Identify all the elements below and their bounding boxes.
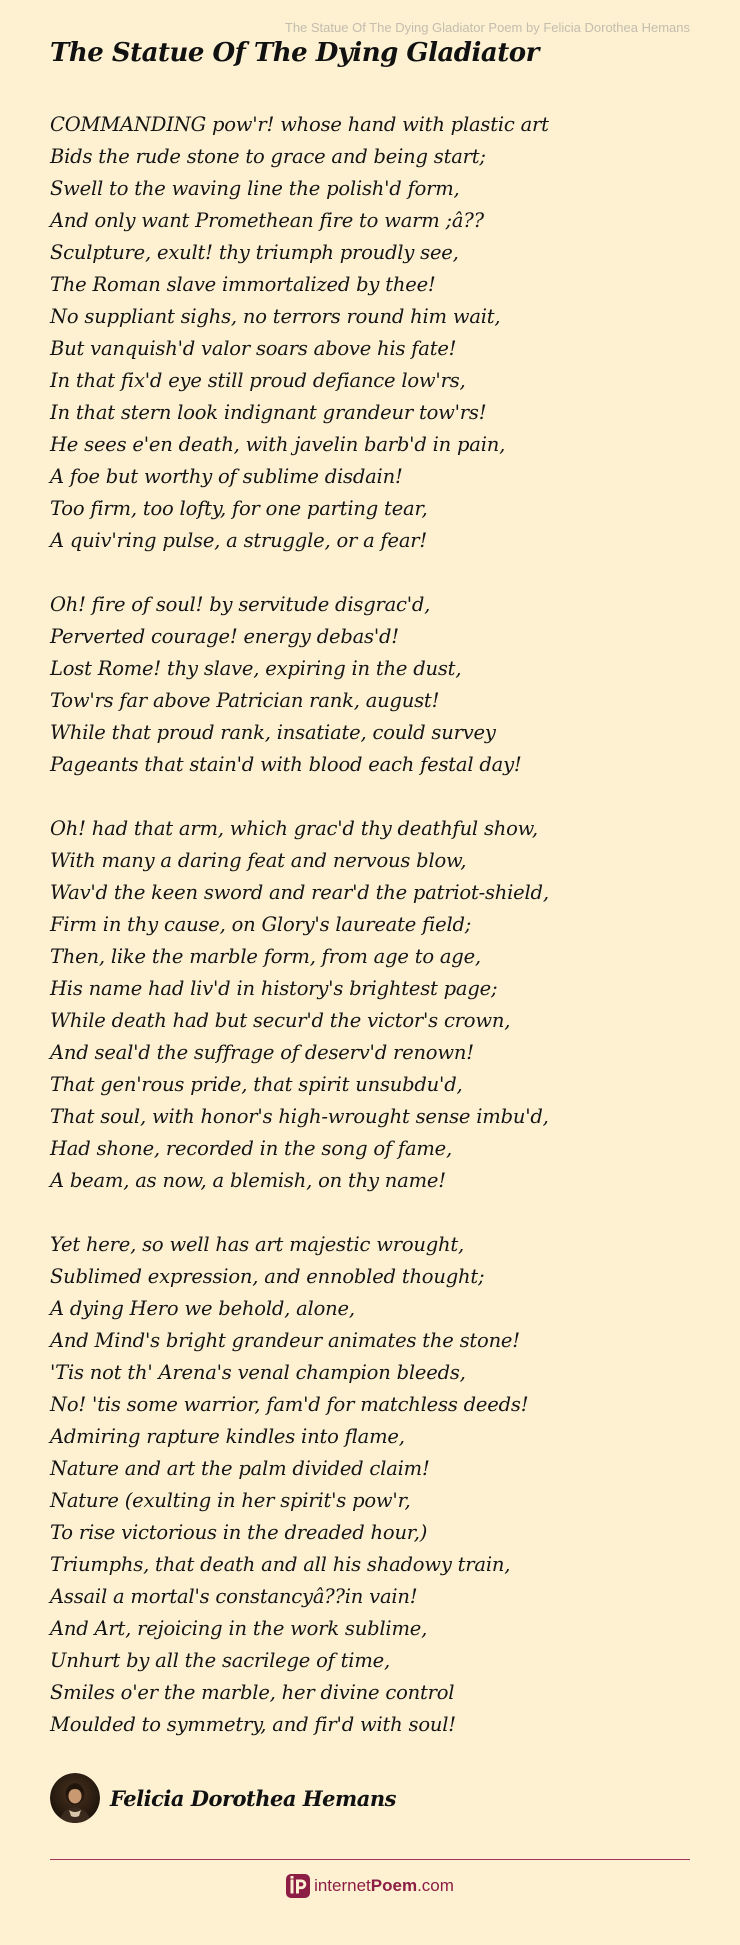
poem-line: Unhurt by all the sacrilege of time, [50, 1649, 390, 1672]
poem-line: Tow'rs far above Patrician rank, august! [50, 689, 440, 712]
poem-line: Wav'd the keen sword and rear'd the patriot-shield, [50, 881, 549, 904]
poem-stanza [50, 589, 710, 781]
poem-line: And only want Promethean fire to warm ;â?? [50, 209, 484, 232]
poem-line: Oh! had that arm, which grac'd thy deathful show, [50, 817, 538, 840]
poem-line: With many a daring feat and nervous blow, [50, 849, 467, 872]
internetpoem-logo-icon [286, 1873, 310, 1899]
poem-title: The Statue Of The Dying Gladiator [50, 38, 539, 68]
poem-line: A dying Hero we behold, alone, [50, 1297, 355, 1320]
poem-line: Nature and art the palm divided claim! [50, 1457, 430, 1480]
poem-line: That gen'rous pride, that spirit unsubdu'd, [50, 1073, 463, 1096]
poem-line: In that fix'd eye still proud defiance low'rs, [50, 369, 466, 392]
poem-line: In that stern look indignant grandeur tow'rs! [50, 401, 487, 424]
poem-line: Firm in thy cause, on Glory's laureate field; [50, 913, 472, 936]
poem-line: Triumphs, that death and all his shadowy train, [50, 1553, 511, 1576]
poem-line: Swell to the waving line the polish'd form, [50, 177, 460, 200]
poem-line: Yet here, so well has art majestic wrought, [50, 1233, 465, 1256]
footer-divider [50, 1859, 690, 1860]
poem-stanza [50, 1229, 710, 1741]
poem-line: A beam, as now, a blemish, on thy name! [50, 1169, 446, 1192]
poem-line: Admiring rapture kindles into flame, [50, 1425, 405, 1448]
poem-line: Moulded to symmetry, and fir'd with soul! [50, 1713, 456, 1736]
poem-line: Too firm, too lofty, for one parting tear, [50, 497, 428, 520]
poem-line: Nature (exulting in her spirit's pow'r, [50, 1489, 411, 1512]
poem-line: But vanquish'd valor soars above his fate! [50, 337, 457, 360]
poem-body [50, 109, 710, 1773]
footer-brand-link[interactable] [0, 1871, 740, 1901]
brand-suffix: .com [417, 1876, 454, 1895]
poem-line: And Art, rejoicing in the work sublime, [50, 1617, 428, 1640]
poem-line: No! 'tis some warrior, fam'd for matchless deeds! [50, 1393, 529, 1416]
author-portrait-icon [50, 1773, 100, 1823]
brand-bold: Poem [370, 1876, 418, 1895]
poem-line: To rise victorious in the dreaded hour,) [50, 1521, 428, 1544]
poem-line: Bids the rude stone to grace and being start; [50, 145, 486, 168]
footer-brand-text[interactable] [314, 1876, 454, 1896]
poem-line: Assail a mortal's constancyâ??in vain! [50, 1585, 418, 1608]
poem-line: Sculpture, exult! thy triumph proudly see, [50, 241, 459, 264]
poem-line: A quiv'ring pulse, a struggle, or a fear! [50, 529, 428, 552]
poem-line: COMMANDING pow'r! whose hand with plastic art [50, 113, 549, 136]
poem-line: Oh! fire of soul! by servitude disgrac'd, [50, 593, 431, 616]
author-row[interactable] [50, 1772, 396, 1824]
author-name[interactable]: Felicia Dorothea Hemans [110, 1785, 396, 1811]
poem-line: His name had liv'd in history's brightest page; [50, 977, 498, 1000]
poem-line: Smiles o'er the marble, her divine control [50, 1681, 455, 1704]
poem-line: And Mind's bright grandeur animates the stone! [50, 1329, 520, 1352]
author-avatar[interactable] [50, 1773, 100, 1823]
poem-line: Pageants that stain'd with blood each festal day! [50, 753, 522, 776]
poem-line: He sees e'en death, with javelin barb'd in pain, [50, 433, 506, 456]
poem-line: That soul, with honor's high-wrought sense imbu'd, [50, 1105, 549, 1128]
poem-line: While death had but secur'd the victor's crown, [50, 1009, 511, 1032]
poem-line: Lost Rome! thy slave, expiring in the dust, [50, 657, 462, 680]
poem-line: Then, like the marble form, from age to age, [50, 945, 481, 968]
poem-line: Sublimed expression, and ennobled thought; [50, 1265, 485, 1288]
poem-stanza [50, 813, 710, 1197]
poem-line: And seal'd the suffrage of deserv'd renown! [50, 1041, 474, 1064]
brand-prefix: internet [314, 1876, 371, 1895]
poem-line: Had shone, recorded in the song of fame, [50, 1137, 453, 1160]
header-credit: The Statue Of The Dying Gladiator Poem by Felicia Dorothea Hemans [284, 20, 690, 35]
poem-line: The Roman slave immortalized by thee! [50, 273, 436, 296]
poem-line: Perverted courage! energy debas'd! [50, 625, 399, 648]
poem-line: While that proud rank, insatiate, could survey [50, 721, 496, 744]
poem-line: 'Tis not th' Arena's venal champion bleeds, [50, 1361, 466, 1384]
poem-line: A foe but worthy of sublime disdain! [50, 465, 403, 488]
poem-stanza [50, 109, 710, 557]
poem-line: No suppliant sighs, no terrors round him wait, [50, 305, 501, 328]
